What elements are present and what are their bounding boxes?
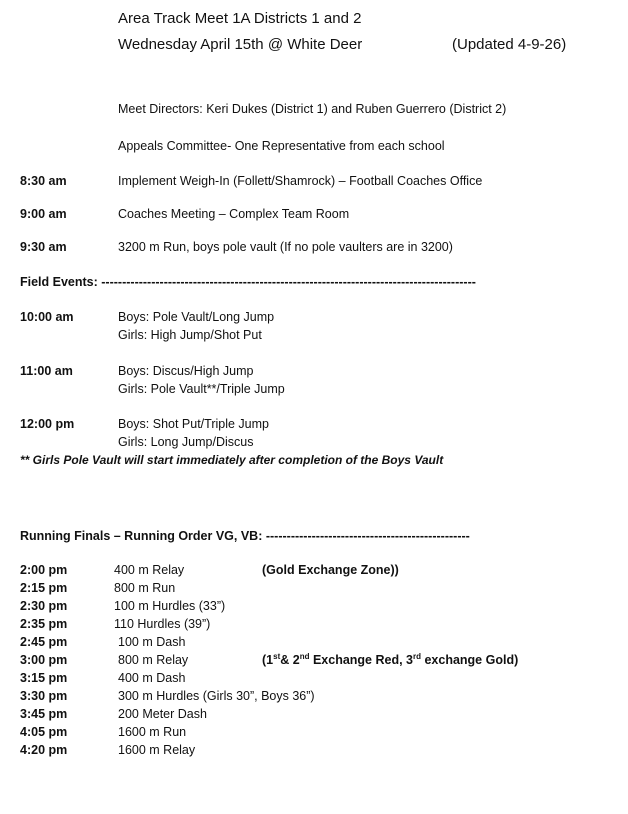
exchange-note-sup: rd bbox=[413, 651, 421, 661]
finals-event: 300 m Hurdles (Girls 30”, Boys 36”) bbox=[118, 689, 315, 703]
finals-time: 4:05 pm bbox=[20, 725, 68, 739]
finals-row bbox=[0, 563, 628, 581]
finals-event: 400 m Dash bbox=[118, 671, 186, 685]
schedule-time: 8:30 am bbox=[20, 174, 67, 188]
finals-exchange-note bbox=[262, 653, 518, 667]
field-event-boys: Boys: Pole Vault/Long Jump bbox=[118, 310, 275, 324]
field-event-time: 11:00 am bbox=[20, 364, 73, 378]
finals-time: 4:20 pm bbox=[20, 743, 68, 757]
running-finals-heading: Running Finals – Running Order VG, VB: ------------------------------------------------- bbox=[20, 529, 470, 543]
finals-exchange-note: (Gold Exchange Zone)) bbox=[262, 563, 399, 577]
finals-time: 2:35 pm bbox=[20, 617, 68, 631]
finals-event: 1600 m Run bbox=[118, 725, 187, 739]
field-event-boys: Boys: Shot Put/Triple Jump bbox=[118, 417, 269, 431]
field-event-girls: Girls: High Jump/Shot Put bbox=[118, 328, 262, 342]
finals-row bbox=[0, 599, 628, 617]
finals-event: 200 Meter Dash bbox=[118, 707, 207, 721]
field-event-girls: Girls: Long Jump/Discus bbox=[118, 435, 254, 449]
schedule-time: 9:00 am bbox=[20, 207, 67, 221]
finals-row bbox=[0, 671, 628, 689]
exchange-note-part: exchange Gold) bbox=[421, 653, 519, 667]
finals-row bbox=[0, 653, 628, 671]
document-title: Area Track Meet 1A Districts 1 and 2 bbox=[118, 10, 362, 27]
finals-time: 2:15 pm bbox=[20, 581, 68, 595]
finals-row bbox=[0, 581, 628, 599]
field-event-time: 10:00 am bbox=[20, 310, 74, 324]
meet-directors: Meet Directors: Keri Dukes (District 1) and Ruben Guerrero (District 2) bbox=[118, 102, 507, 116]
updated-date: (Updated 4-9-26) bbox=[452, 36, 567, 53]
finals-event: 100 m Dash bbox=[118, 635, 186, 649]
finals-row bbox=[0, 617, 628, 635]
appeals-committee: Appeals Committee- One Representative from each school bbox=[118, 139, 445, 153]
schedule-item: 3200 m Run, boys pole vault (If no pole vaulters are in 3200) bbox=[118, 240, 453, 254]
document-subtitle: Wednesday April 15th @ White Deer bbox=[118, 36, 363, 53]
finals-time: 3:45 pm bbox=[20, 707, 68, 721]
finals-time: 3:00 pm bbox=[20, 653, 68, 667]
schedule-item: Coaches Meeting – Complex Team Room bbox=[118, 207, 350, 221]
field-event-girls: Girls: Pole Vault**/Triple Jump bbox=[118, 382, 285, 396]
exchange-note-open: ( bbox=[262, 653, 267, 667]
finals-row bbox=[0, 743, 628, 761]
finals-time: 3:15 pm bbox=[20, 671, 68, 685]
exchange-note-sup: st bbox=[273, 651, 281, 661]
finals-event: 400 m Relay bbox=[114, 563, 185, 577]
finals-row bbox=[0, 635, 628, 653]
exchange-note-part: 1 bbox=[266, 653, 274, 667]
finals-event: 100 m Hurdles (33”) bbox=[114, 599, 226, 613]
pole-vault-note: ** Girls Pole Vault will start immediately after completion of the Boys Vault bbox=[20, 453, 444, 467]
finals-time: 3:30 pm bbox=[20, 689, 68, 703]
finals-row bbox=[0, 689, 628, 707]
finals-event: 110 Hurdles (39”) bbox=[114, 617, 211, 631]
exchange-note-sup: nd bbox=[299, 651, 310, 661]
exchange-note-part: & 2 bbox=[280, 653, 300, 667]
finals-event: 800 m Run bbox=[114, 581, 176, 595]
schedule-time: 9:30 am bbox=[20, 240, 67, 254]
exchange-note-part: Exchange Red, 3 bbox=[309, 653, 413, 667]
finals-time: 2:45 pm bbox=[20, 635, 68, 649]
schedule-item: Implement Weigh-In (Follett/Shamrock) – Football Coaches Office bbox=[118, 174, 483, 188]
finals-row bbox=[0, 725, 628, 743]
finals-time: 2:30 pm bbox=[20, 599, 68, 613]
field-event-time: 12:00 pm bbox=[20, 417, 75, 431]
finals-event: 800 m Relay bbox=[118, 653, 189, 667]
finals-row bbox=[0, 707, 628, 725]
finals-event: 1600 m Relay bbox=[118, 743, 196, 757]
field-event-boys: Boys: Discus/High Jump bbox=[118, 364, 254, 378]
field-events-heading: Field Events: ------------------------------------------------------------------------------------------ bbox=[20, 275, 476, 289]
finals-time: 2:00 pm bbox=[20, 563, 68, 577]
